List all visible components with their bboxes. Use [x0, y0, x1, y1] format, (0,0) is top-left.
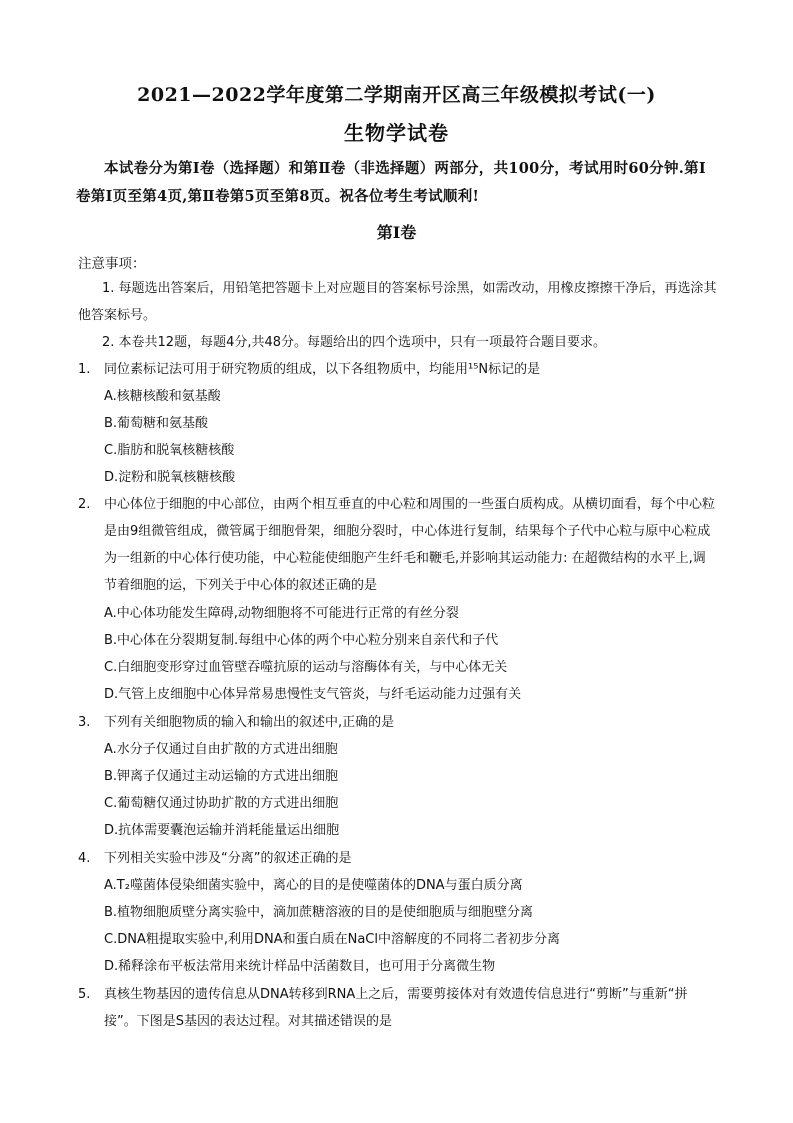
exam-subtitle: 生物学试卷: [344, 121, 449, 145]
question-stem: 真核生物基因的遗传信息从DNA转移到RNA上之后，需要剪接体对有效遗传信息进行“剪断”与重新“拼接”。下图是S基因的表达过程。对其描述错误的是: [104, 987, 688, 1029]
note-item-2: 2. 本卷共12题，每题4分,共48分。每题给出的四个选项中，只有一项最符合题目要求。: [102, 335, 607, 350]
q3-option-b: B.钾离子仅通过主动运输的方式进出细胞: [104, 769, 339, 784]
q3-option-a: A.水分子仅通过自由扩散的方式进出细胞: [104, 742, 338, 757]
question-number: 5.: [78, 987, 91, 1002]
exam-title: 2021—2022学年度第二学期南开区高三年级模拟考试(一): [137, 84, 656, 106]
question-1: [78, 356, 718, 383]
note-item-1: 1. 每题选出答案后，用铅笔把答题卡上对应题目的答案标号涂黑，如需改动，用橡皮擦擦干净后，再选涂其他答案标号。: [78, 281, 717, 323]
q2-option-d: D.气管上皮细胞中心体异常易患慢性支气管炎，与纤毛运动能力过强有关: [104, 687, 522, 702]
q4-option-d: D.稀释涂布平板法常用来统计样品中活菌数目，也可用于分离微生物: [104, 959, 496, 974]
question-4: [78, 845, 718, 872]
question-2: [78, 491, 718, 599]
question-stem: 中心体位于细胞的中心部位，由两个相互垂直的中心粒和周围的一些蛋白质构成。从横切面看，每个中心粒是由9组微管组成，微管属于细胞骨架，细胞分裂时，中心体进行复制，结果每个子代中心粒与原中心粒成为一组新的中心体行使功能，中心粒能使细胞产生纤毛和鞭毛,并影响其运动能力: 在超微结构的水平上,调节着细胞的运，下列关于中心体的叙述正确的是: [104, 497, 716, 593]
q4-option-c: C.DNA粗提取实验中,利用DNA和蛋白质在NaCl中溶解度的不同将二者初步分离: [104, 932, 560, 947]
section-heading: 第Ⅰ卷: [376, 223, 417, 242]
question-number: 4.: [78, 851, 91, 866]
q3-option-c: C.葡萄糖仅通过协助扩散的方式进出细胞: [104, 796, 339, 811]
notes-heading: 注意事项：: [78, 256, 146, 272]
q3-option-d: D.抗体需要囊泡运输并消耗能量运出细胞: [104, 823, 340, 838]
question-number: 2.: [78, 497, 91, 512]
question-stem: 同位素标记法可用于研究物质的组成，以下各组物质中，均能用¹⁵N标记的是: [104, 362, 541, 377]
question-number: 1.: [78, 362, 91, 377]
question-number: 3.: [78, 715, 91, 730]
q4-option-a: A.T₂噬菌体侵染细菌实验中，离心的目的是使噬菌体的DNA与蛋白质分离: [104, 878, 523, 893]
question-stem: 下列相关实验中涉及“分离”的叙述正确的是: [104, 851, 352, 866]
q2-option-c: C.白细胞变形穿过血管壁吞噬抗原的运动与溶酶体有关，与中心体无关: [104, 660, 508, 675]
question-3: [78, 709, 718, 736]
q1-option-c: C.脂肪和脱氧核糖核酸: [104, 443, 235, 458]
q2-option-a: A.中心体功能发生障碍,动物细胞将不可能进行正常的有丝分裂: [104, 606, 459, 621]
exam-intro: 本试卷分为第Ⅰ卷（选择题）和第Ⅱ卷（非选择题）两部分，共100分，考试用时60分钟.第Ⅰ卷第Ⅰ页至第4页,第Ⅱ卷第5页至第8页。祝各位考生考试顺利!: [76, 160, 706, 205]
q4-option-b: B.植物细胞质壁分离实验中，滴加蔗糖溶液的目的是使细胞质与细胞壁分离: [104, 905, 534, 920]
q1-option-b: B.葡萄糖和氨基酸: [104, 416, 209, 431]
question-stem: 下列有关细胞物质的输入和输出的叙述中,正确的是: [104, 715, 395, 730]
q1-option-a: A.核糖核酸和氨基酸: [104, 389, 221, 404]
question-5: [78, 981, 718, 1035]
q1-option-d: D.淀粉和脱氧核糖核酸: [104, 470, 236, 485]
q2-option-b: B.中心体在分裂期复制.每组中心体的两个中心粒分别来自亲代和子代: [104, 633, 499, 648]
